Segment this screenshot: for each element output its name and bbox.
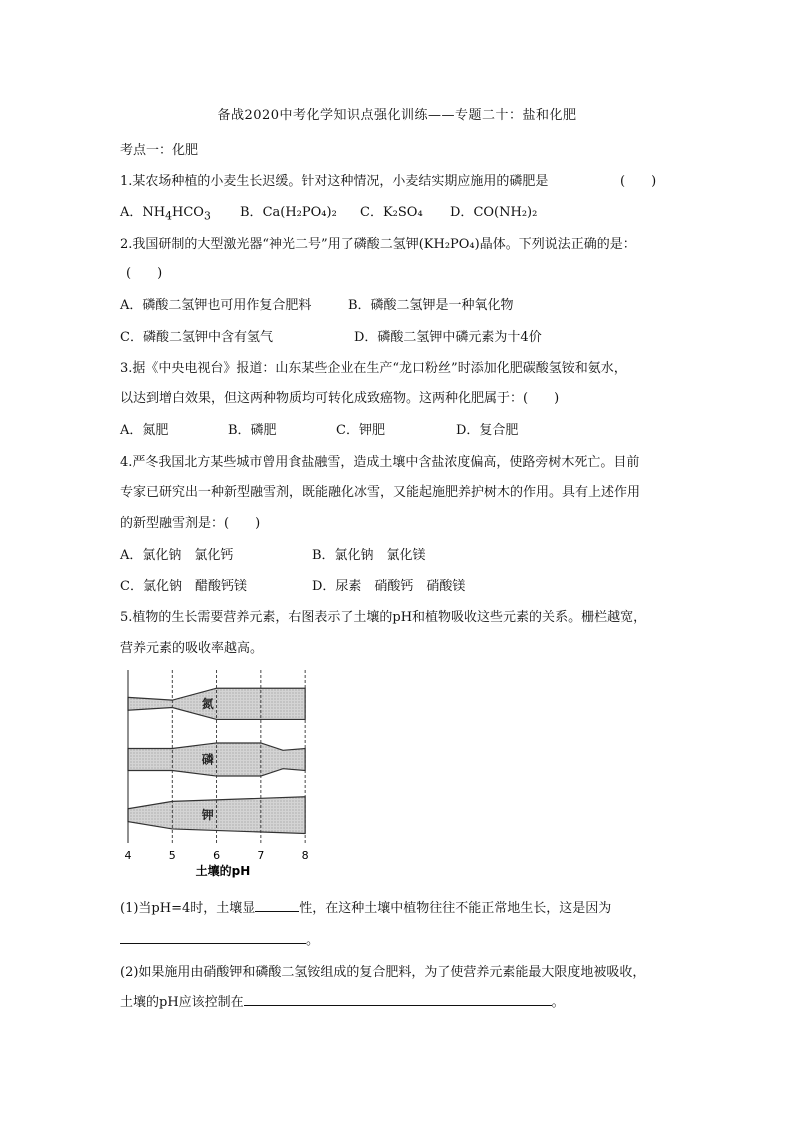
question-5-part-2-line-1: (2)如果施用由硝酸钾和磷酸二氢铵组成的复合肥料，为了使营养元素能最大限度地被吸收， — [120, 965, 646, 980]
question-4-stem-line-2: 专家已研究出一种新型融雪剂，既能融化冰雪，又能起施肥养护树木的作用。具有上述作用 — [120, 485, 641, 500]
question-3-option-d: D．复合肥 — [456, 423, 519, 438]
answer-blank-1[interactable] — [255, 899, 299, 912]
question-4-option-c: C．氯化钠 醋酸钙镁 — [120, 579, 247, 594]
question-4-stem-line-1: 4.严冬我国北方某些城市曾用食盐融雪，造成土壤中含盐浓度偏高，使路旁树木死亡。目前 — [120, 455, 640, 470]
question-4-stem-line-3: 的新型融雪剂是：( ) — [120, 516, 261, 531]
question-1-option-d: D．CO(NH₂)₂ — [450, 205, 538, 220]
x-tick-label: 8 — [301, 849, 309, 862]
answer-blank-2[interactable] — [120, 931, 306, 944]
question-3-option-c: C．钾肥 — [336, 423, 385, 438]
question-4-option-a: A．氯化钠 氯化钙 — [120, 548, 234, 563]
x-tick-label: 5 — [168, 849, 176, 862]
question-1-option-b: B．Ca(H₂PO₄)₂ — [240, 205, 337, 220]
question-1-option-c: C．K₂SO₄ — [360, 205, 423, 220]
question-4-option-b: B．氯化钠 氯化镁 — [312, 548, 426, 563]
question-2-option-d: D．磷酸二氢钾中磷元素为十4价 — [354, 330, 542, 345]
question-4-option-d: D．尿素 硝酸钙 硝酸镁 — [312, 579, 466, 594]
question-2-option-a: A．磷酸二氢钾也可用作复合肥料 — [120, 298, 312, 313]
question-3-stem-line-1: 3.据《中央电视台》报道：山东某些企业在生产“龙口粉丝”时添加化肥碳酸氢铵和氨水， — [120, 361, 627, 376]
question-2-answer-paren: ( ) — [126, 266, 163, 281]
question-3-stem-line-2: 以达到增白效果，但这两种物质均可转化成致癌物。这两种化肥属于：( ) — [120, 391, 560, 406]
question-5-part-2-line-2: 土壤的pH应该控制在 。 — [120, 995, 565, 1010]
band-label-1: 磷 — [201, 752, 214, 767]
band-label-0: 氮 — [201, 696, 214, 711]
question-2-stem: 2.我国研制的大型激光器“神光二号”用了磷酸二氢钾(KH₂PO₄)晶体。下列说法正确的是： — [120, 237, 636, 252]
answer-blank-3[interactable] — [244, 993, 552, 1006]
question-1-option-a: A．$NH_4HCO_3$ — [120, 205, 211, 223]
question-1-answer-paren: ( ) — [620, 174, 657, 189]
document-title: 备战2020中考化学知识点强化训练——专题二十：盐和化肥 — [217, 108, 577, 123]
x-tick-label: 4 — [124, 849, 132, 862]
question-3-option-b: B．磷肥 — [228, 423, 277, 438]
question-5-stem-line-1: 5.植物的生长需要营养元素，右图表示了土壤的pH和植物吸收这些元素的关系。栅栏越宽， — [120, 610, 647, 625]
question-3-option-a: A．氮肥 — [120, 423, 169, 438]
question-1-stem: 1.某农场种植的小麦生长迟缓。针对这种情况，小麦结实期应施用的磷肥是 — [120, 174, 549, 189]
band-label-2: 钾 — [201, 808, 214, 823]
question-5-part-1-continued: 。 — [120, 929, 319, 948]
question-5-stem-line-2: 营养元素的吸收率越高。 — [120, 641, 264, 656]
x-tick-label: 6 — [213, 849, 221, 862]
question-2-option-c: C．磷酸二氢钾中含有氢气 — [120, 330, 273, 345]
chart-x-label: 土壤的pH — [195, 864, 251, 878]
ph-nutrient-chart — [118, 668, 328, 883]
x-tick-label: 7 — [257, 849, 265, 862]
section-heading: 考点一：化肥 — [120, 143, 199, 158]
question-5-part-1: (1)当pH=4时，土壤显 性，在这种土壤中植物往往不能正常地生长，这是因为 — [120, 901, 612, 916]
question-2-option-b: B．磷酸二氢钾是一种氧化物 — [348, 298, 514, 313]
